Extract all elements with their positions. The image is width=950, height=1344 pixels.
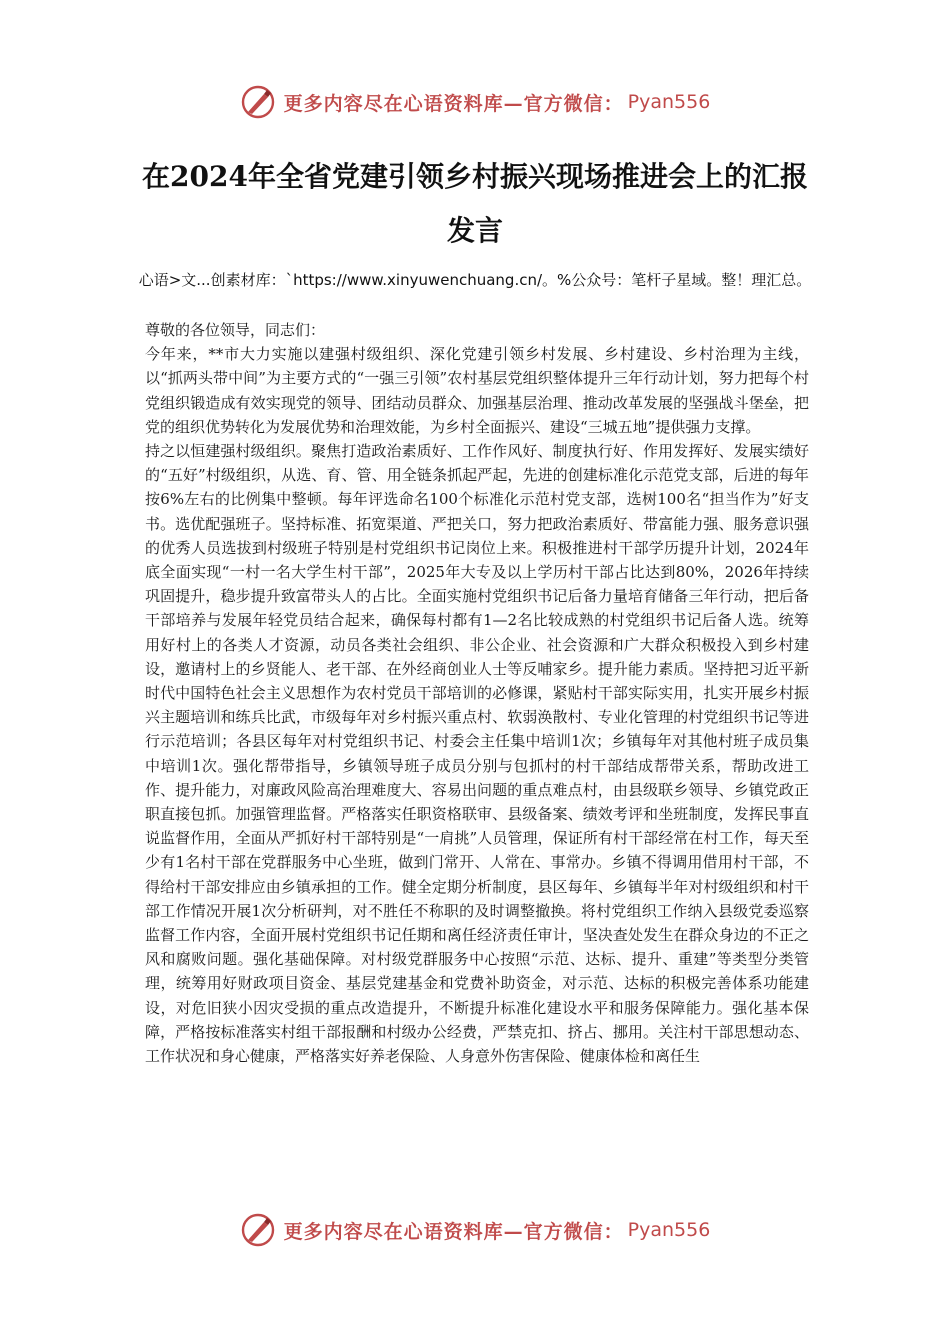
footer-banner — [0, 1208, 950, 1252]
paragraph: 持之以恒建强村级组织。聚焦打造政治素质好、工作作风好、制度执行好、作用发挥好、发展实绩好的“五好”村级组织，从选、育、管、用全链条抓起严起，先进的创建标准化示范党支部，后进的每年按6%左右的比例集中整顿。每年评选命名100个标准化示范村党支部，选树100名“担当作为”好支书。选优配强班子。坚持标准、拓宽渠道、严把关口，努力把政治素质好、带富能力强、服务意识强的优秀人员选拔到村级班子特别是村党组织书记岗位上来。积极推进村干部学历提升计划，2024年底全面实现“一村一名大学生村干部”，2025年大专及以上学历村干部占比达到80%，2026年持续巩固提升，稳步提升致富带头人的占比。全面实施村党组织书记后备力量培育储备三年行动，把后备干部培养与发展年轻党员结合起来，确保每村都有1—2名比较成熟的村党组织书记后备人选。统筹用好村上的各类人才资源，动员各类社会组织、非公企业、社会资源和广大群众积极投入到乡村建设，邀请村上的乡贤能人、老干部、在外经商创业人士等反哺家乡。提升能力素质。坚持把习近平新时代中国特色社会主义思想作为农村党员干部培训的必修课，紧贴村干部实际实用，扎实开展乡村振兴主题培训和练兵比武，市级每年对乡村振兴重点村、软弱涣散村、专业化管理的村党组织书记等进行示范培训；各县区每年对村党组织书记、村委会主任集中培训1次；乡镇每年对其他村班子成员集中培训1次。强化帮带指导，乡镇领导班子成员分别与包抓村的村干部结成帮带关系，帮助改进工作、提升能力，对廉政风险高治理难度大、容易出问题的重点难点村，由县级联乡领导、乡镇党政正职直接包抓。加强管理监督。严格落实任职资格联审、县级备案、绩效考评和坐班制度，发挥民事直说监督作用，全面从严抓好村干部特别是“一肩挑”人员管理，保证所有村干部经常在村工作，每天至少有1名村干部在党群服务中心坐班，做到门常开、人常在、事常办。乡镇不得调用借用村干部，不得给村干部安排应由乡镇承担的工作。健全定期分析制度，县区每年、乡镇每半年对村级组织和村干部工作情况开展1次分析研判，对不胜任不称职的及时调整撤换。将村党组织工作纳入县级党委巡察监督工作内容，全面开展村党组织书记任期和离任经济责任审计，坚决查处发生在群众身边的不正之风和腐败问题。强化基础保障。对村级党群服务中心按照“示范、达标、提升、重建”等类型分类管理，统筹用好财政项目资金、基层党建基金和党费补助资金，对示范、达标的积极完善体系功能建设，对危旧狭小因灾受损的重点改造提升，不断提升标准化建设水平和服务保障能力。强化基本保障，严格按标准落实村组干部报酬和村级办公经费，严禁克扣、挤占、挪用。关注村干部思想动态、工作状况和身心健康，严格落实好养老保险、人身意外伤害保险、健康体检和离任生 — [145, 442, 809, 1066]
document-title: 在2024年全省党建引领乡村振兴现场推进会上的汇报发言 — [142, 160, 808, 247]
pen-logo-icon — [240, 1212, 276, 1248]
banner-brand: Pyan556 — [627, 91, 711, 113]
banner-text: 更多内容尽在心语资料库—官方微信： — [283, 1220, 624, 1243]
source-note: 心语>文...创素材库：`https://www.xinyuwenchuang.cn/。%公众号：笔杆子星域。整！理汇总。 — [138, 271, 812, 289]
pen-logo-icon — [240, 84, 276, 120]
header-banner — [0, 80, 950, 124]
paragraph: 今年来，**市大力实施以建强村级组织、深化党建引领乡村发展、乡村建设、乡村治理为主线，以“抓两头带中间”为主要方式的“一强三引领”农村基层党组织整体提升三年行动计划，努力把每个村党组织锻造成有效实现党的领导、团结动员群众、加强基层治理、推动改革发展的坚强战斗堡垒，把党的组织优势转化为发展优势和治理效能，为乡村全面振兴、建设“三城五地”提供强力支撑。 — [145, 345, 809, 436]
banner-brand: Pyan556 — [627, 1219, 711, 1241]
banner-text: 更多内容尽在心语资料库—官方微信： — [283, 92, 624, 115]
salutation: 尊敬的各位领导，同志们： — [145, 321, 326, 339]
document-body — [145, 318, 809, 1068]
